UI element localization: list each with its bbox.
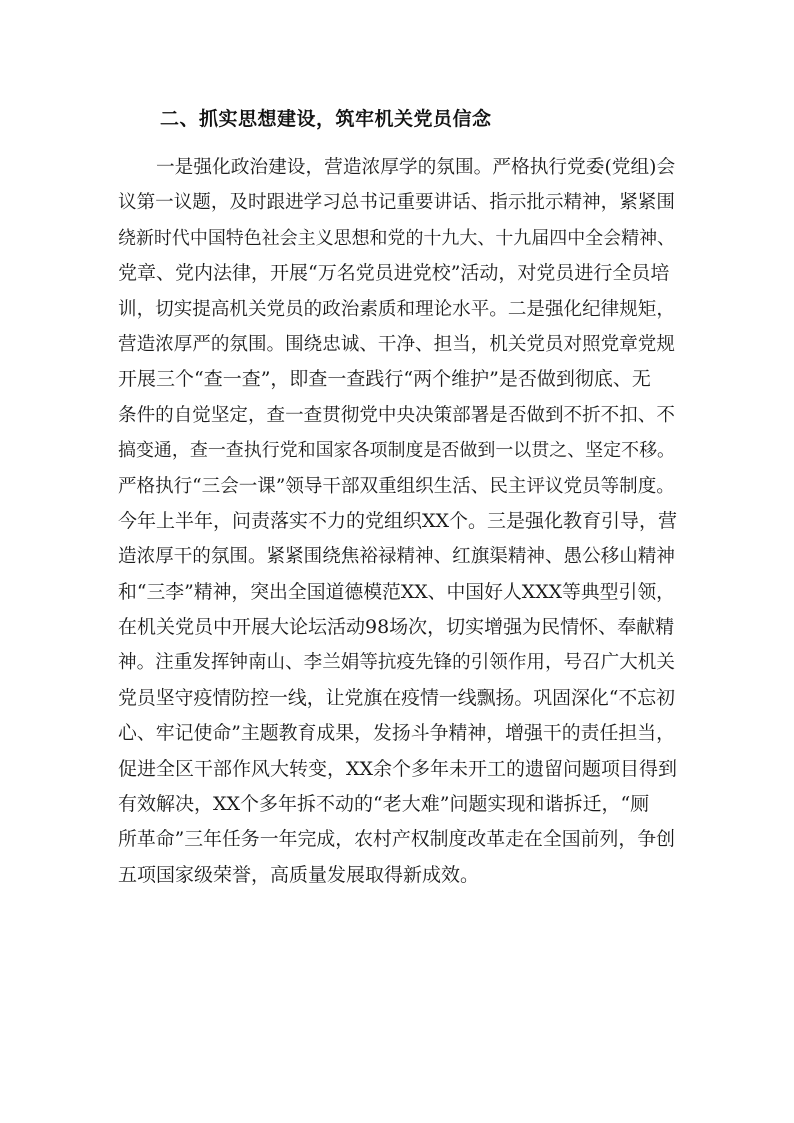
- text-line: 五项国家级荣誉，高质量发展取得新成效。: [118, 863, 480, 886]
- text-line: 今年上半年，问责落实不力的党组织XX个。三是强化教育引导，营: [118, 509, 678, 532]
- text-line: 党员坚守疫情防控一线，让党旗在疫情一线飘扬。巩固深化“不忘初: [118, 686, 676, 709]
- text-line: 条件的自觉坚定，查一查贯彻党中央决策部署是否做到不折不扣、不: [118, 404, 675, 426]
- text-line: 搞变通，查一查执行党和国家各项制度是否做到一以贯之、坚定不移。: [118, 440, 676, 462]
- text-line: 心、牢记使命”主题教育成果，发扬斗争精神，增强干的责任担当，: [118, 722, 676, 745]
- text-line: 严格执行“三会一课”领导干部双重组织生活、民主评议党员等制度。: [118, 475, 675, 497]
- text-line: 在机关党员中开展大论坛活动98场次，切实增强为民情怀、奉献精: [118, 616, 675, 639]
- text-line: 有效解决，XX个多年拆不动的“老大难”问题实现和谐拆迁，“厕: [118, 793, 650, 816]
- text-line: 党章、党内法律，开展“万名党员进党校”活动，对党员进行全员培: [118, 262, 670, 285]
- section-heading: 二、抓实思想建设，筑牢机关党员信念: [160, 108, 492, 130]
- text-line: 促进全区干部作风大转变，XX余个多年未开工的遗留问题项目得到: [118, 757, 678, 780]
- text-line: 营造浓厚严的氛围。围绕忠诚、干净、担当，机关党员对照党章党规: [118, 333, 675, 355]
- text-line: 议第一议题，及时跟进学习总书记重要讲话、指示批示精神，紧紧围: [118, 192, 675, 214]
- text-line: 所革命”三年任务一年完成，农村产权制度改革走在全国前列，争创: [118, 828, 676, 851]
- body-paragraph: [118, 150, 678, 893]
- text-line: 开展三个“查一查”，即查一查践行“两个维护”是否做到彻底、无: [118, 368, 651, 391]
- text-line: 绕新时代中国特色社会主义思想和党的十九大、十九届四中全会精神、: [118, 227, 676, 249]
- text-line: 训，切实提高机关党员的政治素质和理论水平。二是强化纪律规矩，: [118, 298, 675, 320]
- text-line: 一是强化政治建设，营造浓厚学的氛围。严格执行党委(党组)会: [156, 157, 676, 178]
- text-line: 造浓厚干的氛围。紧紧围绕焦裕禄精神、红旗渠精神、愚公移山精神: [118, 546, 675, 568]
- text-line: 和“三李”精神，突出全国道德模范XX、中国好人XXX等典型引领，: [118, 581, 675, 603]
- text-line: 神。注重发挥钟南山、李兰娟等抗疫先锋的引领作用，号召广大机关: [118, 652, 675, 674]
